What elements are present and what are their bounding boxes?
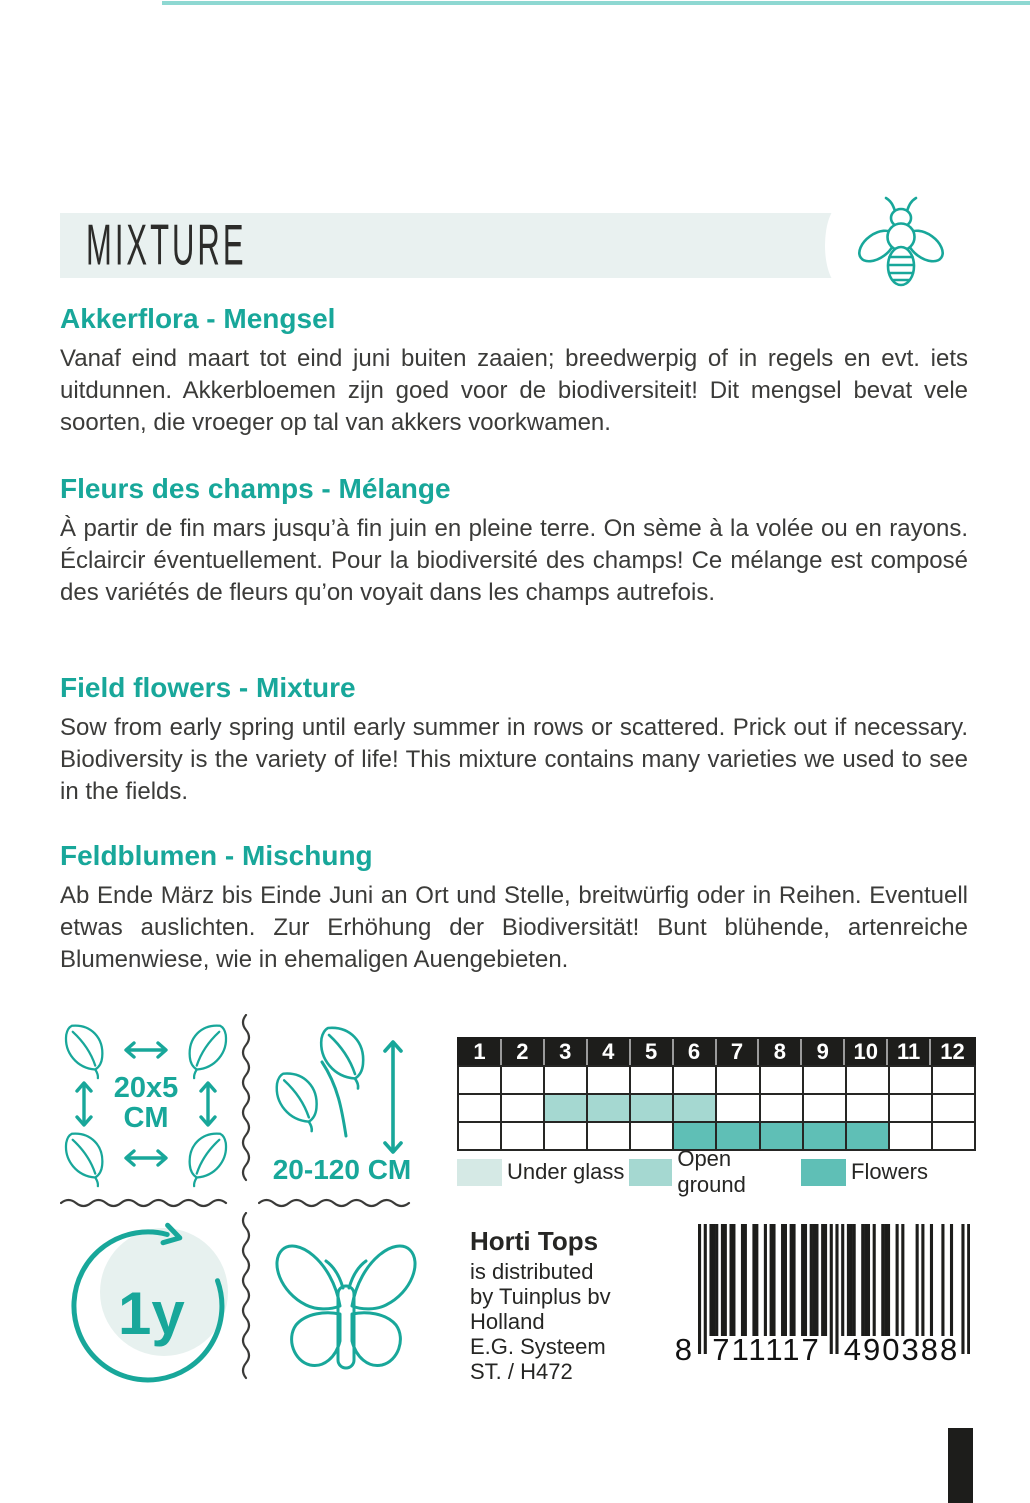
distributor-name: Horti Tops (470, 1226, 599, 1256)
month-cell: 4 (588, 1039, 631, 1065)
spacing-label (114, 1074, 179, 1133)
leaf-icon (58, 1020, 110, 1080)
calendar-cell (803, 1122, 846, 1150)
calendar-cell (889, 1066, 932, 1094)
spacing-guide (58, 1022, 240, 1190)
vertical-arrow-icon (73, 1078, 95, 1130)
heading-dutch: Akkerflora - Mengsel (60, 303, 336, 334)
calendar-cell (803, 1066, 846, 1094)
calendar-cell (458, 1094, 501, 1122)
calendar-cell (932, 1122, 975, 1150)
distributor-info (470, 1226, 670, 1384)
leaf-icon (182, 1020, 234, 1080)
variety-banner (60, 213, 841, 278)
month-cell: 5 (631, 1039, 674, 1065)
legend-swatch (629, 1159, 672, 1186)
calendar-cell (458, 1122, 501, 1150)
calendar-cell (846, 1066, 889, 1094)
bee-icon (850, 196, 952, 290)
barcode-group2: 490388 (843, 1332, 960, 1367)
legend-label: Under glass (507, 1159, 625, 1184)
leaf-icon (182, 1128, 234, 1188)
calendar-cell (544, 1122, 587, 1150)
section-dutch (60, 303, 968, 439)
distributor-line: E.G. Systeem (470, 1334, 606, 1359)
legend-item (801, 1159, 928, 1186)
calendar-cell (544, 1094, 587, 1122)
barcode-group1: 711117 (712, 1332, 821, 1367)
legend-label: Open ground (677, 1146, 746, 1197)
horizontal-arrow-icon (121, 1039, 171, 1061)
plant-height-label: 20-120 CM (272, 1154, 412, 1185)
month-cell: 8 (759, 1039, 802, 1065)
distributor-line: ST. / H472 (470, 1359, 573, 1384)
top-accent-line (162, 1, 1030, 5)
distributor-line: is distributed (470, 1259, 594, 1284)
barcode (662, 1224, 974, 1374)
annual-cycle-icon (68, 1220, 236, 1388)
month-cell: 2 (502, 1039, 545, 1065)
body-german: Ab Ende März bis Einde Juni an Ort und Stelle, breitwürfig oder in Reihen. Eventuell etwas auslichten. Zur Erhöhung der Biodiversität! Bunt blühende, artenreiche Blumenwiese, wie in ehemaligen Auengebieten. (60, 882, 968, 973)
section-french (60, 473, 968, 609)
calendar-cell (587, 1094, 630, 1122)
heading-german: Feldblumen - Mischung (60, 840, 373, 871)
spacing-value: 20x5 (113, 1072, 179, 1105)
body-dutch: Vanaf eind maart tot eind juni buiten zaaien; breedwerpig of in regels en evt. iets uitdunnen. Akkerbloemen zijn goed voor de biodiversiteit! Dit mengsel bevat vele soorten, die vroeger op tal van akkers voorkwamen. (60, 345, 968, 436)
heading-english: Field flowers - Mixture (60, 672, 356, 703)
calendar-cell (932, 1066, 975, 1094)
calendar-cell (501, 1066, 544, 1094)
barcode-left-digit: 8 (674, 1332, 692, 1367)
sowing-calendar (457, 1065, 976, 1151)
calendar-cell (587, 1122, 630, 1150)
leaf-icon (58, 1128, 110, 1188)
month-cell: 7 (717, 1039, 760, 1065)
calendar-cell (846, 1122, 889, 1150)
calendar-cell (932, 1094, 975, 1122)
wavy-divider-vertical (239, 1014, 253, 1192)
section-english (60, 672, 968, 808)
month-cell: 9 (802, 1039, 845, 1065)
spacing-unit: CM (123, 1102, 169, 1134)
calendar-cell (587, 1066, 630, 1094)
body-english: Sow from early spring until early summer in rows or scattered. Prick out if necessary. Biodiversity is the variety of life! This mixture contains many varieties we used to see in the fields. (60, 714, 968, 805)
wavy-divider-horizontal (258, 1196, 421, 1210)
calendar-cell (716, 1094, 759, 1122)
calendar-cell (889, 1122, 932, 1150)
butterfly-icon (266, 1226, 426, 1384)
calendar-month-header (457, 1037, 976, 1067)
legend-swatch (801, 1159, 846, 1186)
wavy-divider-vertical (239, 1212, 253, 1390)
calendar-cell (716, 1066, 759, 1094)
calendar-cell (803, 1094, 846, 1122)
calendar-cell (501, 1122, 544, 1150)
distributor-line: by Tuinplus bv (470, 1284, 611, 1309)
calendar-cell (673, 1066, 716, 1094)
month-cell: 3 (545, 1039, 588, 1065)
distributor-line: Holland (470, 1309, 545, 1334)
calendar-cell (544, 1066, 587, 1094)
month-cell: 10 (845, 1039, 888, 1065)
calendar-cell (760, 1066, 803, 1094)
calendar-cell (458, 1066, 501, 1094)
legend-swatch (457, 1159, 502, 1186)
calendar-cell (846, 1094, 889, 1122)
month-cell: 6 (674, 1039, 717, 1065)
calendar-cell (630, 1066, 673, 1094)
legend-label: Flowers (851, 1159, 929, 1184)
body-french: À partir de fin mars jusqu’à fin juin en pleine terre. On sème à la volée ou en rayons. Éclaircir éventuellement. Pour la biodiversité des champs! Ce mélange est composé des variétés de fleurs qu’on voyait dans les champs autrefois. (60, 515, 968, 606)
legend-item (457, 1159, 629, 1186)
calendar-cell (889, 1094, 932, 1122)
plant-icon (266, 1022, 384, 1140)
wavy-divider-horizontal (60, 1196, 237, 1210)
print-registration-bar (948, 1428, 973, 1503)
lifecycle-label: 1y (118, 1280, 185, 1347)
height-guide (262, 1022, 454, 1190)
calendar-cell (501, 1094, 544, 1122)
vertical-arrow-icon (380, 1036, 406, 1158)
vertical-arrow-icon (197, 1078, 219, 1130)
month-cell: 12 (940, 1039, 965, 1064)
calendar-legend (457, 1146, 997, 1197)
month-cell: 1 (459, 1039, 502, 1065)
heading-french: Fleurs des champs - Mélange (60, 473, 451, 504)
calendar-cell (760, 1094, 803, 1122)
legend-item (629, 1146, 801, 1198)
section-german (60, 840, 968, 976)
horizontal-arrow-icon (121, 1147, 171, 1169)
calendar-cell (673, 1094, 716, 1122)
month-cell: 11 (888, 1039, 931, 1065)
variety-title: MIXTURE (86, 212, 247, 277)
calendar-cell (630, 1094, 673, 1122)
